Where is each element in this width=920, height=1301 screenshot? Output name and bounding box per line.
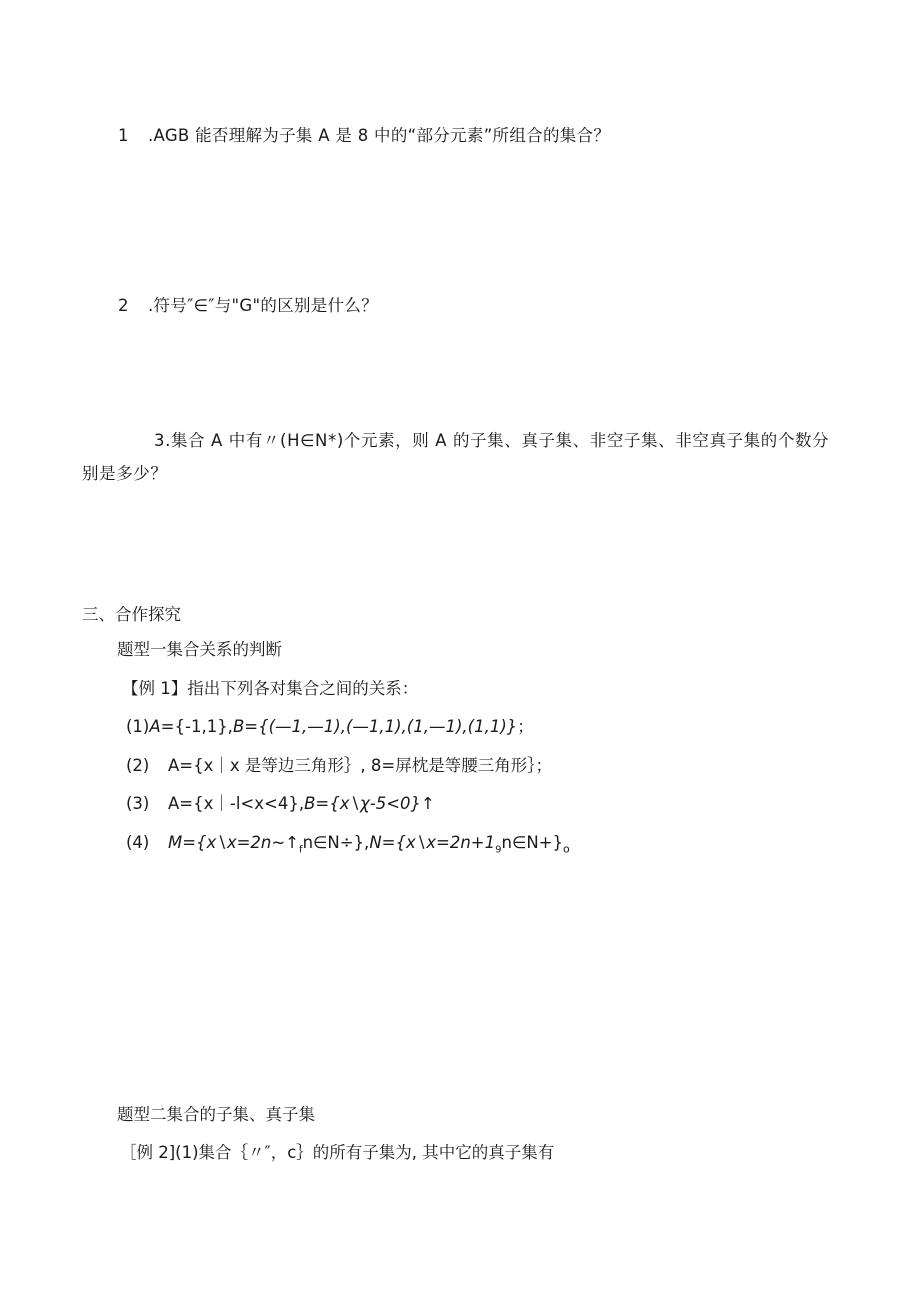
item-text: B={x∖χ-5<0}↑ [304, 794, 435, 813]
item-number: (1) [126, 717, 150, 736]
item-number: (3) [126, 794, 150, 813]
question-number: 3 [154, 431, 166, 450]
item-number: (2) [126, 756, 150, 775]
item-text: A={x｜-l<x<4}, [168, 794, 305, 813]
example-1-intro: 【例 1】指出下列各对集合之间的关系： [122, 679, 419, 698]
question-number: 2 [118, 296, 129, 315]
item-text: B={(—1,—1),(—1,1),(1,—1),(1,1)} [232, 717, 518, 736]
item-text: A [149, 717, 161, 736]
example-1-item-3 [126, 793, 435, 815]
item-text: n∈N+} [501, 833, 563, 852]
question-1 [118, 125, 610, 147]
question-text: .符号″∈″与"G"的区别是什么？ [148, 296, 379, 315]
item-text: M={x∖x=2n~↑ [168, 833, 300, 852]
type2-title: 题型二集合的子集、真子集 [117, 1105, 315, 1124]
example-2-intro: ［例 2](1)集合｛〃″，c｝的所有子集为, 其中它的真子集有 [120, 1143, 555, 1162]
question-3 [82, 424, 842, 490]
item-text: ={-1,1}, [160, 717, 233, 736]
item-subscript: o [563, 842, 570, 856]
item-text: A={x｜x 是等边三角形｝, 8=屏枕是等腰三角形｝； [168, 756, 552, 775]
item-number: (4) [126, 833, 150, 852]
item-text: ； [517, 717, 534, 736]
item-text: n∈N÷}, [302, 833, 370, 852]
item-text: N={x∖x=2n+1 [369, 833, 496, 852]
example-1-item-1 [126, 716, 534, 738]
question-number: 1 [118, 126, 129, 145]
item-subscript: 9 [495, 844, 502, 856]
question-text: .集合 A 中有〃(H∈N*)个元素，则 A 的子集、真子集、非空子集、非空真子集的个数分别是多少？ [82, 431, 830, 483]
item-subscript: f [299, 844, 303, 856]
example-1-item-4 [126, 832, 570, 861]
question-text: .AGB 能否理解为子集 A 是 8 中的“部分元素”所组合的集合？ [148, 126, 611, 145]
question-2 [118, 295, 378, 317]
type1-title: 题型一集合关系的判断 [117, 640, 282, 659]
example-1-item-2 [126, 755, 552, 777]
section-heading: 三、合作探究 [82, 605, 181, 624]
